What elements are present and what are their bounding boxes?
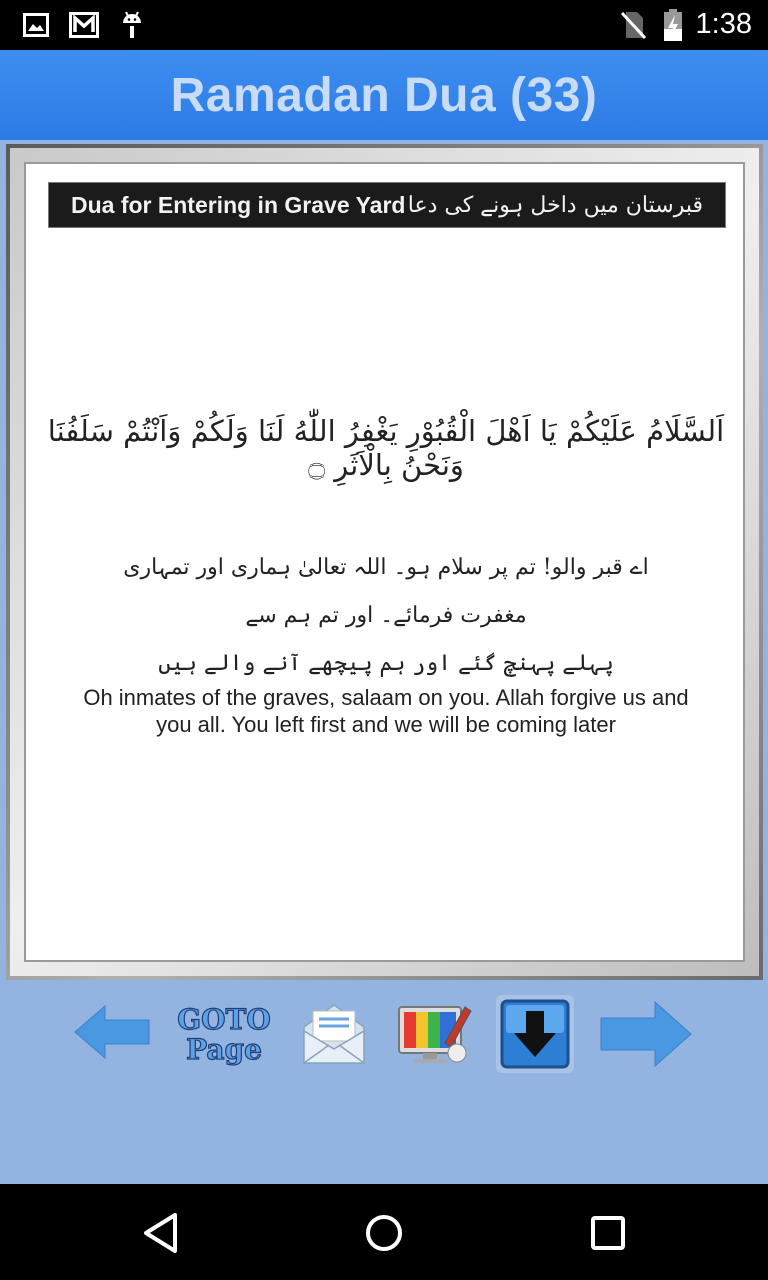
goto-label-line2: Page (186, 1033, 262, 1066)
goto-page-button[interactable] (170, 997, 278, 1073)
page-title: Ramadan Dua (33) (170, 68, 598, 122)
no-sim-icon (618, 10, 648, 40)
recents-button[interactable] (583, 1208, 633, 1258)
content-frame (6, 144, 763, 980)
title-bar (0, 50, 768, 140)
right-arrow-icon (599, 1000, 693, 1068)
download-button[interactable] (496, 995, 574, 1073)
previous-button[interactable] (72, 1003, 152, 1061)
status-time: 1:38 (695, 8, 752, 40)
theme-paint-icon (395, 1003, 473, 1065)
home-circle-icon (364, 1213, 404, 1253)
dua-heading (48, 182, 726, 228)
urdu-line-2: پہلے پہنچ گئے اور ہم پیچھے آنے والے ہیں (158, 651, 614, 676)
dua-heading-urdu: قبرستان میں داخل ہونے کی دعا (407, 192, 703, 218)
download-icon (500, 999, 570, 1069)
back-triangle-icon (141, 1212, 181, 1254)
theme-button[interactable] (394, 1001, 474, 1067)
left-arrow-icon (73, 1004, 151, 1060)
dua-page (24, 162, 745, 962)
urdu-line-1: اے قبر والو! تم پر سلام ہو۔ اللہ تعالیٰ ہماری اور تمہاری مغفرت فرمائے۔ اور تم ہم سے (123, 555, 649, 628)
goto-label-line1: GOTO (177, 1003, 271, 1036)
home-button[interactable] (359, 1208, 409, 1258)
frame-border (10, 148, 759, 976)
image-icon (22, 10, 50, 40)
system-nav-bar (0, 1184, 768, 1280)
toolbar (0, 985, 768, 1085)
mail-icon (301, 1003, 367, 1065)
status-bar (0, 0, 768, 50)
recents-square-icon (590, 1215, 626, 1251)
gmail-icon (68, 10, 100, 40)
android-icon (118, 10, 146, 40)
dua-english-translation: Oh inmates of the graves, salaam on you. Allah forgive us and you all. You left first and we will be coming later (83, 685, 689, 737)
next-button[interactable] (598, 999, 694, 1069)
dua-urdu-translation (106, 544, 666, 688)
battery-charging-icon (660, 10, 686, 40)
back-button[interactable] (136, 1208, 186, 1258)
share-mail-button[interactable] (300, 1001, 368, 1067)
dua-heading-english: Dua for Entering in Grave Yard (71, 191, 406, 218)
dua-arabic-text: اَلسَّلَامُ عَلَيْكُمْ يَا اَهْلَ الْقُبُوْرِ يَغْفِرُ اللّٰهُ لَنَا وَلَكُمْ وَاَنْتُمْ سَلَفُنَا وَنَحْنُ بِالْاَثَرِ ۝ (47, 414, 725, 482)
